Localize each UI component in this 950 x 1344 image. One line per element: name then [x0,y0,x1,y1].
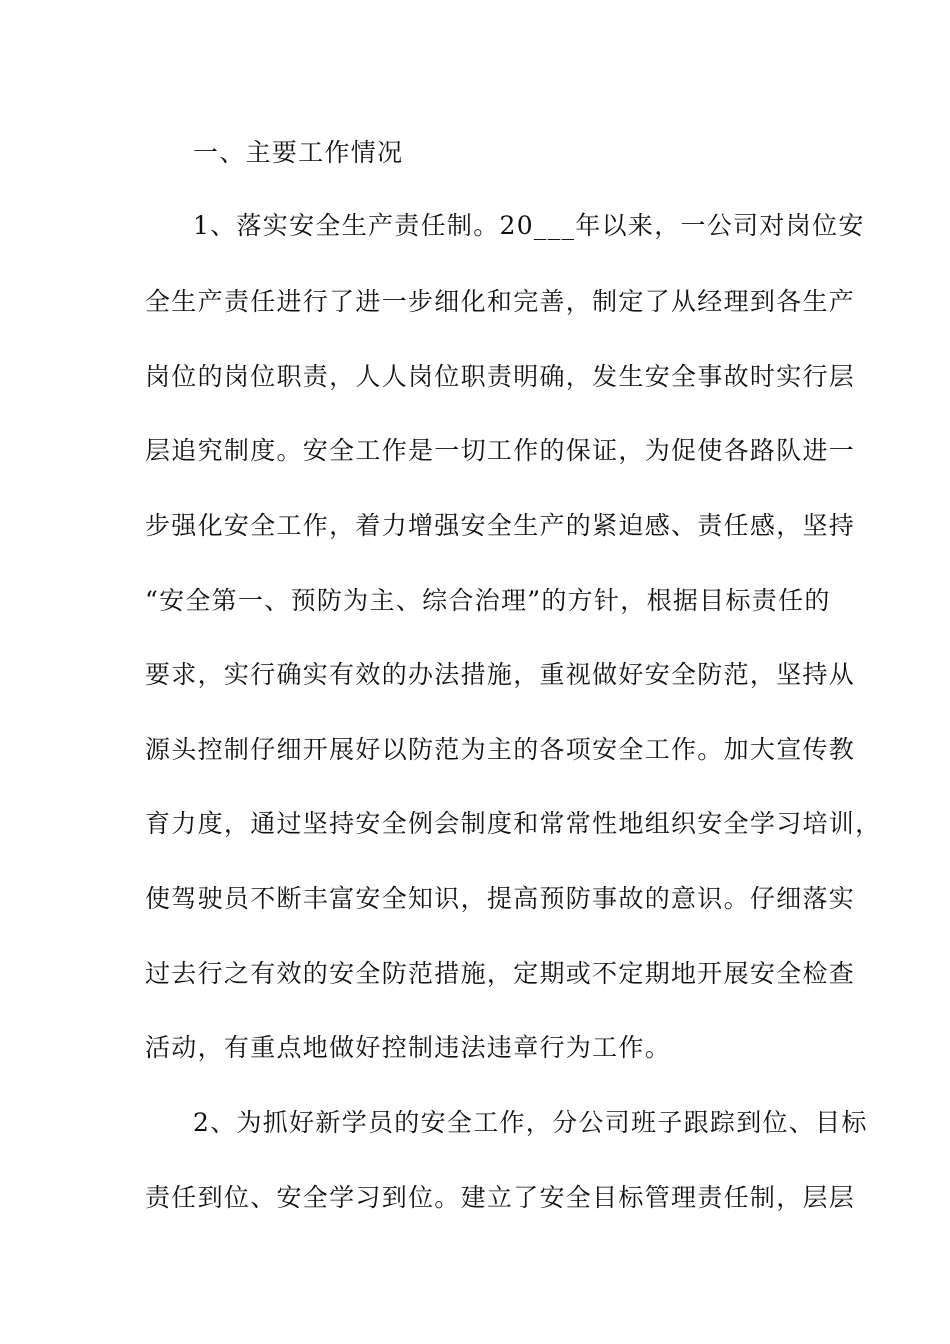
paragraph-1-line-10: 使驾驶员不断丰富安全知识，提高预防事故的意识。仔细落实 [145,884,856,913]
paragraph-1-line-7: 要求，实行确实有效的办法措施，重视做好安全防范，坚持从 [145,660,856,689]
paragraph-2-line-1: 2、为抓好新学员的安全工作，分公司班子跟踪到位、目标 [193,1108,868,1137]
section-heading: 一、主要工作情况 [193,138,404,167]
paragraph-1-line-11: 过去行之有效的安全防范措施，定期或不定期地开展安全检查 [145,959,856,988]
paragraph-1-line-5: 步强化安全工作，着力增强安全生产的紧迫感、责任感，坚持 [145,511,856,540]
paragraph-1-line-9: 育力度，通过坚持安全例会制度和常常性地组织安全学习培训， [145,809,882,838]
paragraph-1-line-8: 源头控制仔细开展好以防范为主的各项安全工作。加大宣传教 [145,735,856,764]
paragraph-1-line-1: 1、落实安全生产责任制。20___年以来，一公司对岗位安 [193,211,865,240]
paragraph-1-line-3: 岗位的岗位职责，人人岗位职责明确，发生安全事故时实行层 [145,362,856,391]
paragraph-1-line-4: 层追究制度。安全工作是一切工作的保证，为促使各路队进一 [145,436,856,465]
paragraph-2-line-2: 责任到位、安全学习到位。建立了安全目标管理责任制，层层 [145,1183,856,1212]
paragraph-1-line-12: 活动，有重点地做好控制违法违章行为工作。 [145,1033,672,1062]
paragraph-1-line-6: “安全第一、预防为主、综合治理”的方针，根据目标责任的 [145,586,831,615]
paragraph-1-line-2: 全生产责任进行了进一步细化和完善，制定了从经理到各生产 [145,287,856,316]
